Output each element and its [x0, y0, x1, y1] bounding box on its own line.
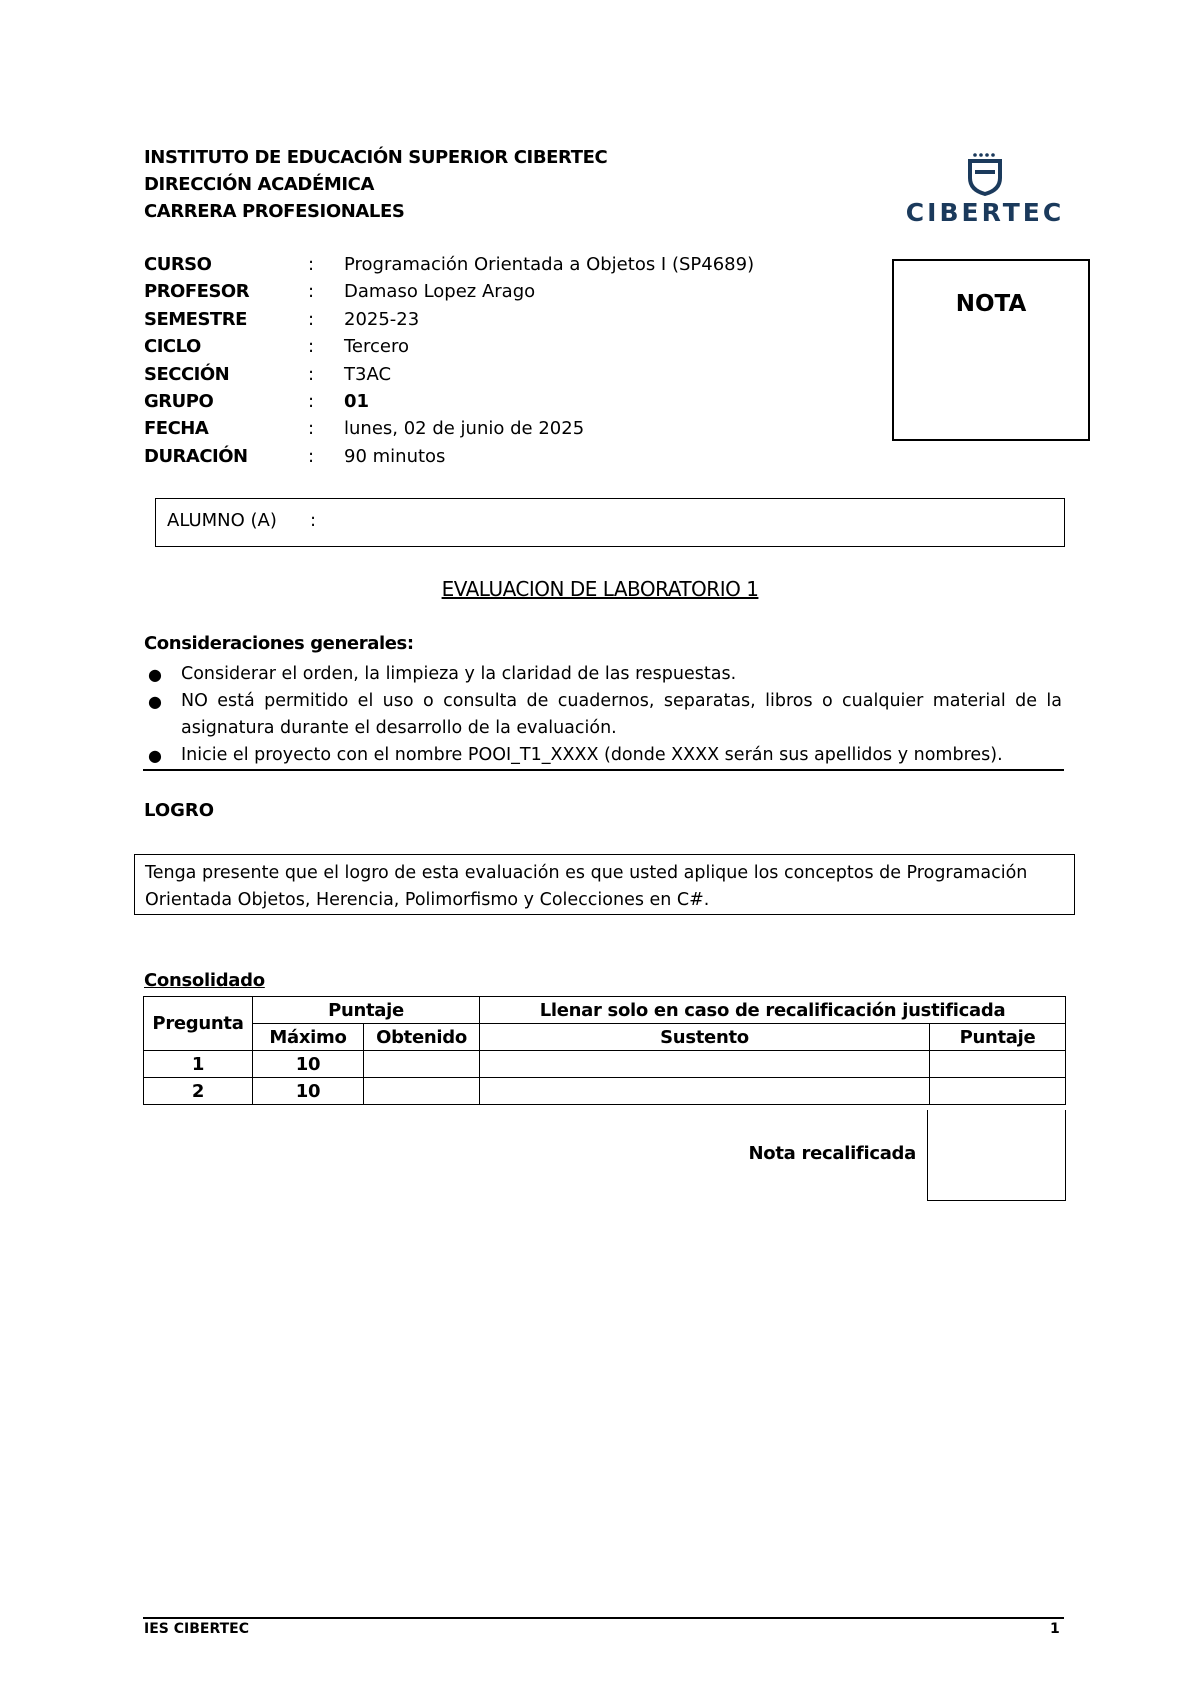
grade-box[interactable]	[892, 259, 1090, 441]
info-value: Damaso Lopez Arago	[344, 281, 536, 303]
list-item	[144, 742, 1062, 769]
footer-institution: IES CIBERTEC	[144, 1621, 249, 1637]
section-divider	[143, 769, 1064, 771]
cell-maximo: 10	[253, 1078, 364, 1105]
cell-pregunta: 2	[144, 1078, 253, 1105]
student-label: ALUMNO (A)	[167, 510, 277, 531]
logro-text: Tenga presente que el logro de esta evaluación es que usted aplique los conceptos de Programación Orientada Objetos, Herencia, Polimorfismo y Colecciones en C#.	[145, 863, 1028, 910]
cibertec-logo	[905, 152, 1065, 232]
info-label: DURACIÓN	[144, 445, 248, 467]
cell-pregunta: 1	[144, 1051, 253, 1078]
institution-name: INSTITUTO DE EDUCACIÓN SUPERIOR CIBERTEC	[144, 147, 608, 168]
cell-obtenido[interactable]	[364, 1078, 480, 1105]
list-item-text: Inicie el proyecto con el nombre POOI_T1_XXXX (donde XXXX serán sus apellidos y nombres).	[181, 745, 1003, 765]
info-colon: :	[308, 336, 315, 358]
info-label: CURSO	[144, 254, 212, 275]
bullet-icon: ●	[148, 746, 162, 765]
info-value: lunes, 02 de junio de 2025	[344, 418, 585, 440]
cell-maximo: 10	[253, 1051, 364, 1078]
table-subheader-row	[144, 1024, 1066, 1051]
grade-label: NOTA	[955, 291, 1027, 317]
info-colon: :	[308, 390, 315, 412]
cell-puntaje[interactable]	[930, 1078, 1066, 1105]
info-value: 90 minutos	[344, 445, 446, 467]
logo-text: CIBERTEC	[905, 198, 1065, 227]
info-label: GRUPO	[144, 390, 214, 412]
header-puntaje: Puntaje	[253, 997, 480, 1024]
bullet-icon: ●	[148, 665, 162, 684]
header-recalificacion: Llenar solo en caso de recalificación justificada	[480, 997, 1066, 1024]
header-puntaje-recal: Puntaje	[930, 1024, 1066, 1051]
cell-sustento[interactable]	[480, 1078, 930, 1105]
info-value: 01	[344, 390, 370, 412]
footer-divider	[143, 1617, 1064, 1619]
student-colon: :	[310, 510, 317, 531]
info-value: Tercero	[344, 336, 410, 358]
cell-obtenido[interactable]	[364, 1051, 480, 1078]
info-label: PROFESOR	[144, 281, 250, 303]
header-obtenido: Obtenido	[364, 1024, 480, 1051]
info-colon: :	[308, 308, 315, 330]
info-label: CICLO	[144, 336, 201, 358]
table-header-row	[144, 997, 1066, 1024]
info-value: 2025-23	[344, 308, 420, 330]
list-item	[144, 661, 1062, 688]
nota-recalificada-box[interactable]	[927, 1110, 1066, 1201]
consolidado-table	[143, 996, 1066, 1105]
info-colon: :	[308, 363, 315, 385]
page-number: 1	[1050, 1621, 1060, 1637]
cell-puntaje[interactable]	[930, 1051, 1066, 1078]
info-label: SECCIÓN	[144, 363, 230, 385]
considerations-heading: Consideraciones generales:	[144, 633, 414, 654]
header-maximo: Máximo	[253, 1024, 364, 1051]
exam-title: EVALUACION DE LABORATORIO 1	[441, 577, 759, 601]
table-row	[144, 1051, 1066, 1078]
info-colon: :	[308, 445, 315, 467]
academic-direction: DIRECCIÓN ACADÉMICA	[144, 174, 375, 195]
logro-box	[134, 854, 1075, 915]
info-colon: :	[308, 281, 315, 303]
table-row	[144, 1078, 1066, 1105]
career-line: CARRERA PROFESIONALES	[144, 201, 405, 222]
info-value: Programación Orientada a Objetos I (SP4689)	[344, 254, 755, 275]
info-value: T3AC	[344, 363, 392, 385]
list-item-text: NO está permitido el uso o consulta de cuadernos, separatas, libros o cualquier material de la asignatura durante el desarrollo de la evaluación.	[181, 691, 1062, 738]
cell-sustento[interactable]	[480, 1051, 930, 1078]
logro-heading: LOGRO	[144, 800, 215, 821]
student-name-field[interactable]	[155, 498, 1065, 547]
institution-header	[144, 144, 607, 225]
bullet-icon: ●	[148, 692, 162, 711]
info-label: SEMESTRE	[144, 308, 247, 330]
shield-crown-icon	[965, 152, 1005, 196]
info-colon: :	[308, 418, 315, 440]
info-colon: :	[308, 254, 315, 275]
list-item-text: Considerar el orden, la limpieza y la claridad de las respuestas.	[181, 664, 737, 684]
header-sustento: Sustento	[480, 1024, 930, 1051]
header-pregunta: Pregunta	[144, 997, 253, 1051]
info-label: FECHA	[144, 418, 209, 440]
consolidado-heading: Consolidado	[144, 970, 265, 991]
nota-recalificada-label: Nota recalificada	[748, 1143, 916, 1164]
list-item	[144, 688, 1062, 742]
considerations-list	[144, 661, 1062, 769]
